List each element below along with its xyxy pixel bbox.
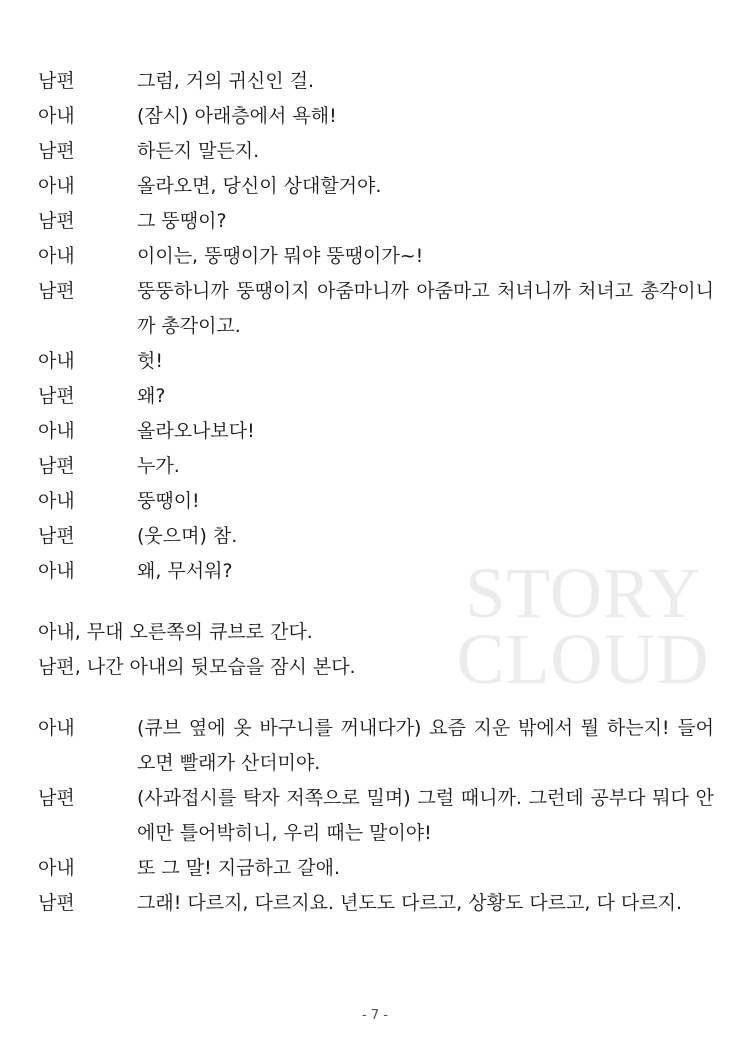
dialogue-line xyxy=(38,449,714,484)
speaker: 남편 xyxy=(38,455,75,477)
script-body xyxy=(38,64,714,921)
speaker: 아내 xyxy=(38,175,75,197)
page-number: - 7 - xyxy=(362,1008,388,1023)
speaker: 아내 xyxy=(38,490,75,512)
dialogue-line xyxy=(38,484,714,519)
dialogue-line xyxy=(38,344,714,379)
speaker: 아내 xyxy=(38,105,75,127)
dialogue-text: (잠시) 아래층에서 욕해! xyxy=(137,105,337,127)
dialogue-text: (웃으며) 참. xyxy=(137,525,238,547)
dialogue-block-1 xyxy=(38,64,714,589)
dialogue-line xyxy=(38,851,714,886)
speaker: 아내 xyxy=(38,857,75,879)
dialogue-text: 올라오면, 당신이 상대할거야. xyxy=(137,175,382,197)
dialogue-line xyxy=(38,169,714,204)
speaker: 아내 xyxy=(38,350,75,372)
dialogue-text: (사과접시를 탁자 저쪽으로 밀며) 그럴 때니까. 그런데 공부다 뭐다 안에만 틀어박히니, 우리 때는 말이야! xyxy=(137,787,714,844)
speaker: 아내 xyxy=(38,420,75,442)
dialogue-line xyxy=(38,781,714,851)
section-gap xyxy=(38,589,714,615)
speaker: 남편 xyxy=(38,892,75,914)
dialogue-line xyxy=(38,711,714,781)
dialogue-text: 또 그 말! 지금하고 갈애. xyxy=(137,857,341,879)
dialogue-line xyxy=(38,519,714,554)
speaker: 남편 xyxy=(38,385,75,407)
speaker: 남편 xyxy=(38,210,75,232)
dialogue-line xyxy=(38,64,714,99)
speaker: 남편 xyxy=(38,787,75,809)
dialogue-line xyxy=(38,379,714,414)
watermark-line-2: CLOUD xyxy=(456,619,710,699)
dialogue-text: 왜? xyxy=(137,385,166,407)
dialogue-text: 그럼, 거의 귀신인 걸. xyxy=(137,70,315,92)
speaker: 아내 xyxy=(38,560,75,582)
speaker: 남편 xyxy=(38,280,75,302)
dialogue-line xyxy=(38,134,714,169)
dialogue-text: 뚱뚱하니까 뚱땡이지 아줌마니까 아줌마고 처녀니까 처녀고 총각이니까 총각이고. xyxy=(137,280,714,337)
section-gap xyxy=(38,685,714,711)
dialogue-line xyxy=(38,239,714,274)
dialogue-line xyxy=(38,274,714,344)
dialogue-line xyxy=(38,204,714,239)
dialogue-text: 이이는, 뚱땡이가 뭐야 뚱땡이가~! xyxy=(137,245,424,267)
dialogue-text: 뚱땡이! xyxy=(137,490,200,512)
dialogue-line xyxy=(38,99,714,134)
dialogue-text: 올라오나보다! xyxy=(137,420,255,442)
dialogue-line xyxy=(38,886,714,921)
stage-direction: 남편, 나간 아내의 뒷모습을 잠시 본다. xyxy=(38,656,356,678)
dialogue-text: (큐브 옆에 옷 바구니를 꺼내다가) 요즘 지운 밖에서 뭘 하는지! 들어오면 빨래가 산더미야. xyxy=(137,717,714,774)
speaker: 남편 xyxy=(38,525,75,547)
dialogue-text: 헛! xyxy=(137,350,163,372)
stage-directions xyxy=(38,615,714,685)
speaker: 남편 xyxy=(38,70,75,92)
speaker: 아내 xyxy=(38,717,75,739)
dialogue-line xyxy=(38,554,714,589)
speaker: 남편 xyxy=(38,140,75,162)
dialogue-text: 누가. xyxy=(137,455,180,477)
speaker: 아내 xyxy=(38,245,75,267)
dialogue-text: 그래! 다르지, 다르지요. 년도도 다르고, 상황도 다르고, 다 다르지. xyxy=(137,892,682,914)
stage-direction: 아내, 무대 오른쪽의 큐브로 간다. xyxy=(38,621,313,643)
dialogue-line xyxy=(38,414,714,449)
dialogue-text: 왜, 무서워? xyxy=(137,560,233,582)
watermark-line-1: STORY xyxy=(465,553,701,633)
dialogue-text: 하든지 말든지. xyxy=(137,140,260,162)
dialogue-text: 그 뚱땡이? xyxy=(137,210,227,232)
dialogue-block-2 xyxy=(38,711,714,921)
